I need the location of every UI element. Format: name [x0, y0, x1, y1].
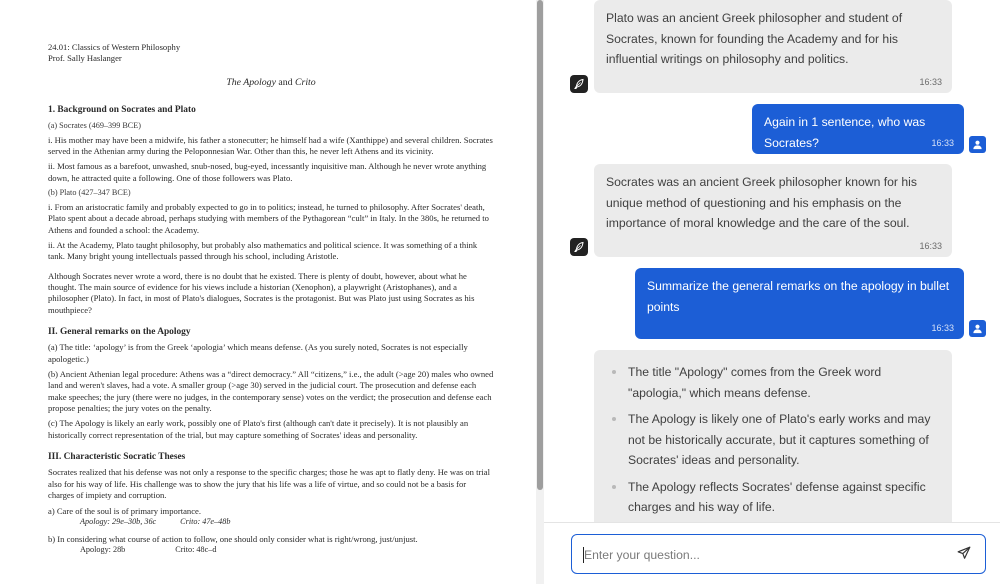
thesis-item: b) In considering what course of action to follow, one should only consider what is right/wrong, just/unjust. [48, 533, 418, 544]
paragraph: (c) The Apology is likely an early work, possibly one of Plato's first (although can't date it precisely). It is not plausibly an historically correct representation of the trial, but may capture something of Socrates' ideas and personality. [48, 418, 469, 440]
thesis-item: a) Care of the soul is of primary importance. [48, 505, 201, 516]
citation: Apology: 28b [80, 545, 126, 555]
send-button[interactable] [955, 545, 973, 563]
message-time: 16:33 [931, 323, 954, 333]
section-heading-1: 1. Background on Socrates and Plato [48, 105, 196, 116]
document-header [48, 42, 494, 63]
chat-messages[interactable] [544, 0, 1000, 522]
user-message [752, 104, 964, 154]
bot-message [594, 0, 952, 93]
bot-avatar [570, 75, 588, 93]
message-text: Again in 1 sentence, who was Socrates? [764, 115, 926, 150]
paragraph: ii. Most famous as a barefoot, unwashed, snub-nosed, bug-eyed, incessantly inquisitive man. Although he never wrote anything down, he attracted quite a following. One of those followers was Plato. [48, 161, 487, 183]
title-crito: Crito [294, 77, 316, 89]
bot-message [594, 350, 952, 522]
user-icon [972, 323, 983, 334]
paragraph: Although Socrates never wrote a word, there is no doubt that he existed. There is plenty of doubt, however, about what he thought. The main source of evidence for his views include a historian (Xenophon), a playwright (Aristophanes), and a philosopher (Plato). In fact, in most of Plato's dialogues, Socrates is the protagonist. But was Plato just using Socrates as his mouthpiece? [48, 270, 475, 315]
message-text: Socrates was an ancient Greek philosopher known for his unique method of questioning and his emphasis on the importance of moral knowledge and the care of the soul. [606, 175, 917, 230]
user-message [635, 268, 964, 339]
message-text: Summarize the general remarks on the apology in bullet points [647, 279, 950, 314]
section-heading-2: II. General remarks on the Apology [48, 326, 191, 337]
message-time: 16:33 [919, 241, 942, 251]
professor-name: Prof. Sally Haslanger [48, 52, 122, 63]
document-page [48, 42, 494, 556]
document-title [48, 77, 494, 90]
user-icon [972, 139, 983, 150]
citation: Crito: 47e–48b [180, 516, 231, 526]
title-apology: The Apology [226, 77, 276, 89]
user-avatar [969, 320, 986, 337]
bullet-item: The title "Apology" comes from the Greek word "apologia," which means defense. [612, 362, 940, 403]
bullet-list [594, 350, 952, 518]
paragraph: Socrates realized that his defense was not only a response to the specific charges; those he was apt to flatly deny. He was on trial also for his way of life. His challenge was to show the jury that his life was a life of virtue, and so could not be a basis for charges of impiety and corruption. [48, 467, 490, 501]
user-avatar [969, 136, 986, 153]
citation-line [48, 545, 494, 556]
course-name: 24.01: Classics of Western Philosophy [48, 42, 181, 52]
subheading-socrates: (a) Socrates (469–399 BCE) [48, 120, 141, 130]
bot-message [594, 164, 952, 257]
paragraph: i. His mother may have been a midwife, his father a stonecutter; he himself had a wife (Xanthippe) and several children. Socrates served in the Athenian army during the Peloponnesian War. Other than this, he never left Athens and its vicinity. [48, 134, 493, 156]
paragraph: ii. At the Academy, Plato taught philosophy, but probably also mathematics and political science. It was something of a think tank. Many bright young intellectuals passed through his school, including Aristotle. [48, 239, 478, 262]
bullet-item: The Apology reflects Socrates' defense against specific charges and his way of life. [612, 477, 940, 518]
citation: Apology: 29e–30b, 36c [80, 516, 157, 526]
title-and: and [275, 77, 295, 89]
message-time: 16:33 [931, 138, 954, 148]
document-scrollbar[interactable] [536, 0, 544, 584]
paragraph: i. From an aristocratic family and probably expected to go in to politics; instead, he turned to philosophy. After Socrates' death, Plato spent about a decade abroad, perhaps studying with members of the Pythagorean “cult” in Italy. In the 380s, he returned to Athens and founded a school: the Academy. [48, 201, 489, 235]
question-input[interactable] [582, 541, 946, 569]
feather-icon [573, 78, 585, 90]
chat-panel [544, 0, 1000, 584]
send-icon [957, 546, 971, 560]
citation: Crito: 48c–d [175, 545, 217, 555]
paragraph: (a) The title: ‘apology’ is from the Greek ‘apologia’ which means defense. (As you surely noted, Socrates is not especially apologetic.) [48, 342, 468, 364]
section-heading-3: III. Characteristic Socratic Theses [48, 452, 186, 463]
scrollbar-thumb[interactable] [537, 0, 543, 490]
input-area [544, 522, 1000, 585]
paragraph: (b) Ancient Athenian legal procedure: Athens was a “direct democracy.” All “citizens,” i.e., the adult (>age 20) males who owned land and weren't slaves, had a vote. A smaller group (>age 30) served in the judicial court. The prosecution and defense each make speeches; the jury (there were no judges, in the contemporary sense) votes on the verdict; the prosecution and defense each propose penalties; the jury votes on the penalty. [48, 369, 494, 414]
bullet-item: The Apology is likely one of Plato's early works and may not be historically accurate, but it captures something of Socrates' ideas and personality. [612, 409, 940, 471]
message-text: Plato was an ancient Greek philosopher and student of Socrates, known for founding the Academy and for his influential writings on philosophy and politics. [606, 11, 903, 66]
bot-avatar [570, 238, 588, 256]
subheading-plato: (b) Plato (427–347 BCE) [48, 188, 131, 197]
feather-icon [573, 241, 585, 253]
question-box[interactable] [571, 534, 986, 574]
message-time: 16:33 [919, 77, 942, 87]
citation-line [48, 517, 494, 528]
